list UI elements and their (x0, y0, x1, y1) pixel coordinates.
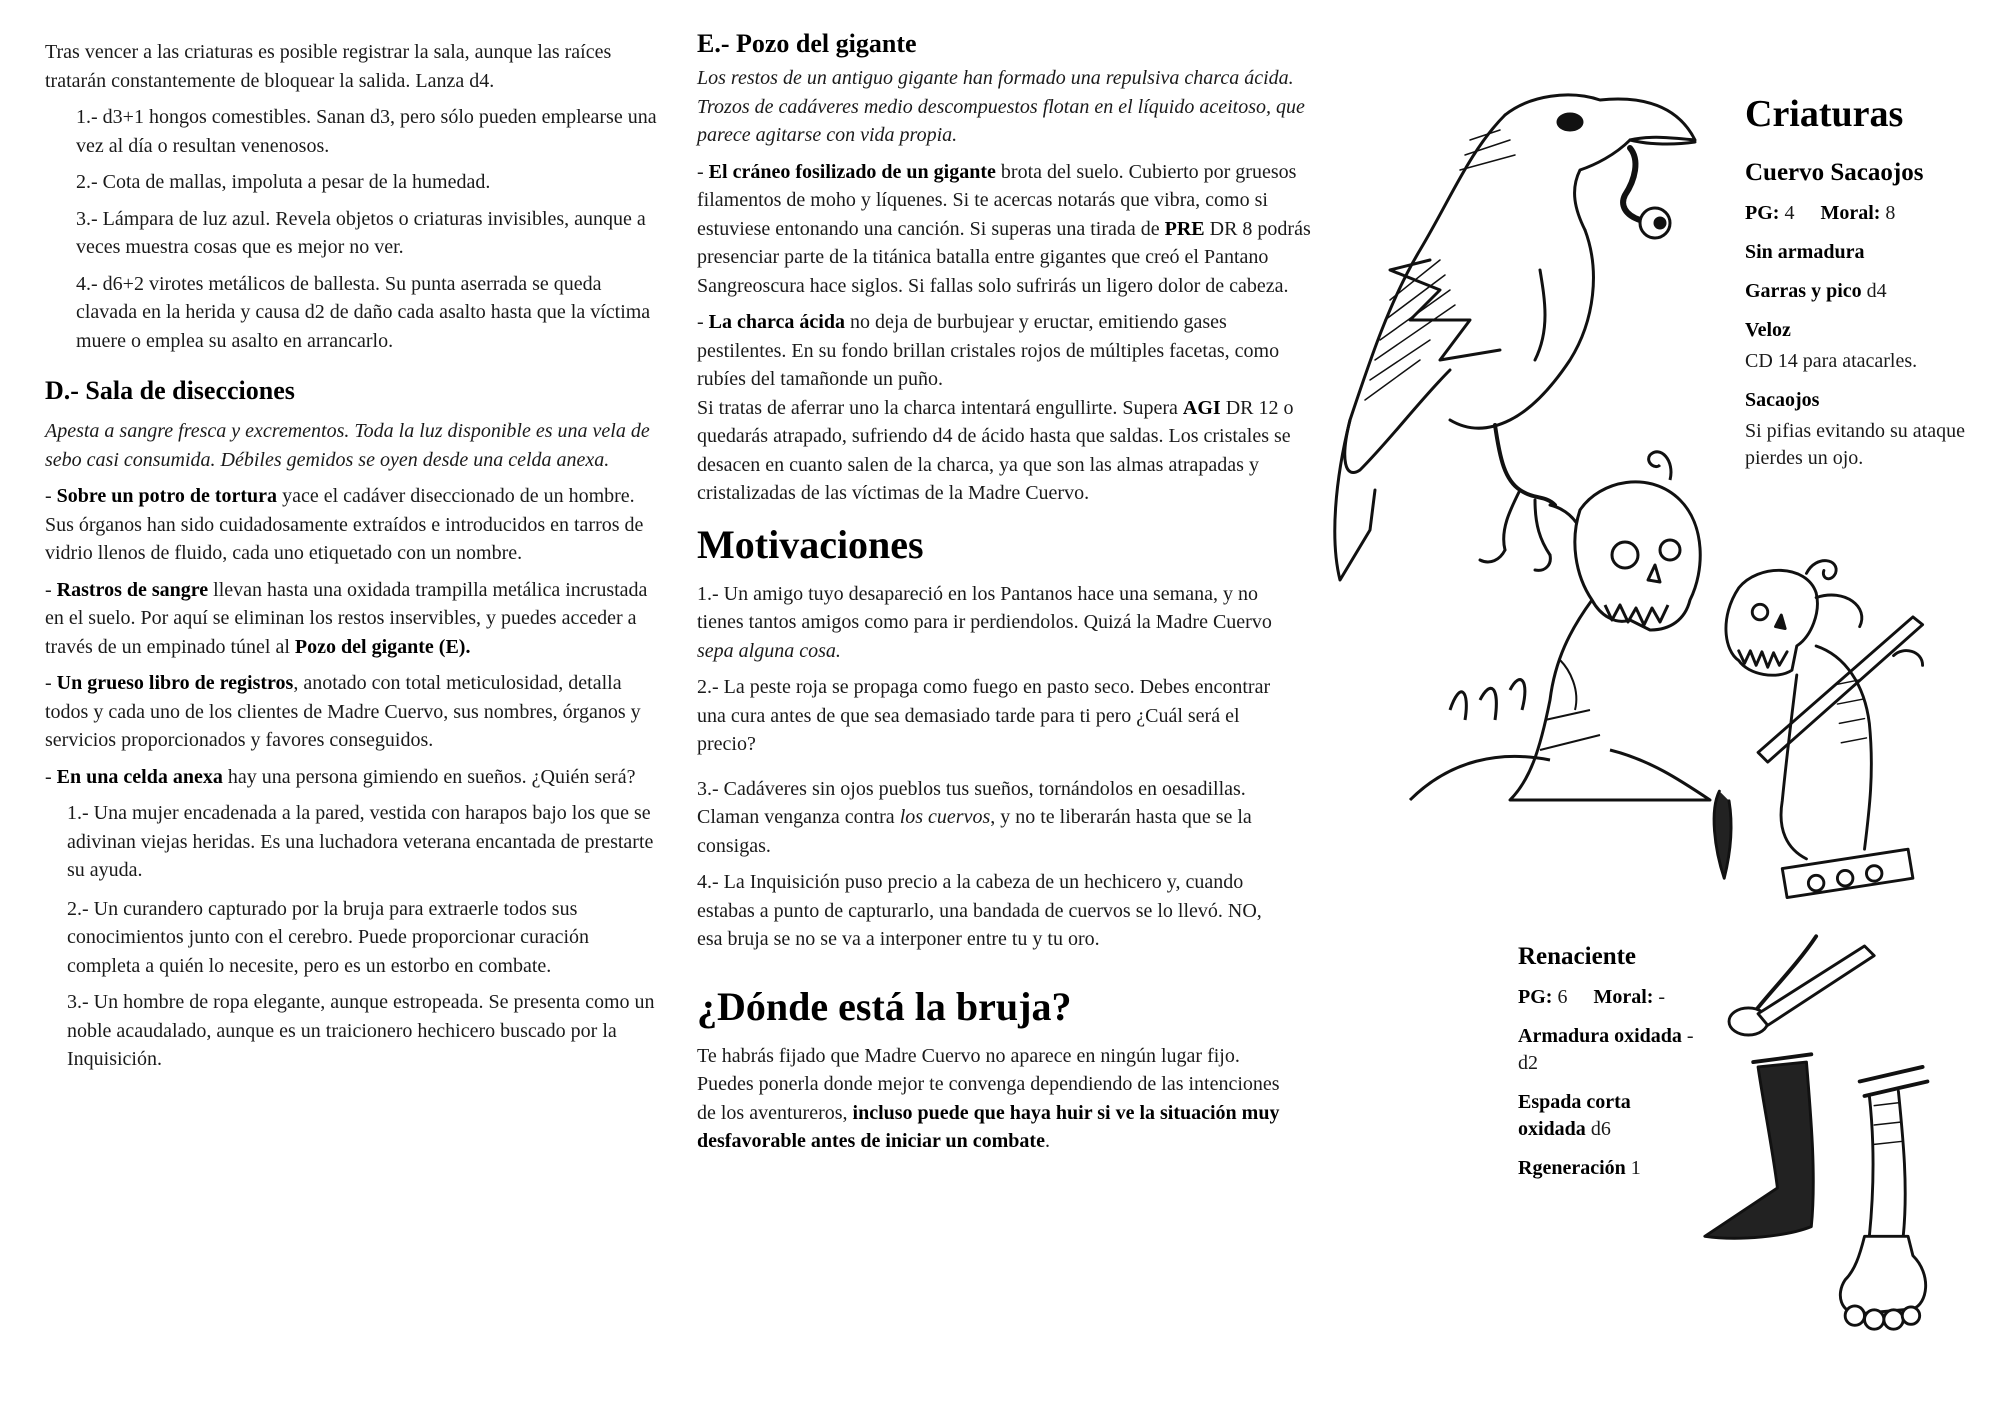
revenant-regen (1518, 1155, 1698, 1182)
feature-text: Si tratas de aferrar uno la charca intentará engullirte. Supera (697, 396, 1183, 419)
motivation-item (697, 580, 1277, 666)
hp-value: 4 (1784, 202, 1795, 224)
hp-label: PG: (1518, 986, 1553, 1008)
revenant-hp-morale (1518, 984, 1698, 1011)
raven-trait-name (1745, 317, 1990, 344)
armor-label: Sin armadura (1745, 241, 1865, 263)
regen-label: Rgeneración (1518, 1157, 1626, 1179)
raven-attack (1745, 278, 1990, 305)
attack-value: d4 (1866, 280, 1887, 302)
prisoner-item: 1.- Una mujer encadenada a la pared, vestida con harapos bajo los que se adivinan viejas heridas. Es una luchadora veterana encantada de prestarte su ayuda. (67, 802, 654, 881)
dash: - (45, 672, 57, 694)
creatures-heading: Criaturas (1745, 93, 1904, 135)
motivation-text: 1.- Un amigo tuyo desapareció en los Pantanos hace una semana, y no tienes tantos amigos como para ir perdiendolos. Quizá la Madre Cuervo (697, 582, 1272, 633)
motivations-list (697, 580, 1277, 954)
stat-agi: AGI (1182, 396, 1221, 419)
feature-text: brota del suelo. Cubierto por gruesos filamentos de moho y líquenes. Si te acercas notarás que vibra, como si estuviese entonando una canción. Si superas una tirada de (697, 160, 1297, 240)
witch-text: Te habrás fijado que Madre Cuervo no aparece en ningún lugar fijo. Puedes ponerla donde mejor te convenga dependiendo de las intenciones de los aventureros, (697, 1044, 1280, 1124)
feature-title: Un grueso libro de registros (56, 672, 294, 694)
dash: - (697, 160, 709, 183)
feature-text: llevan hasta una oxidada trampilla metálica incrustada en el suelo. Por aquí se eliminan los restos inservibles, y puedes acceder a través de un empinado túnel al (45, 578, 648, 658)
feature-title: Rastros de sangre (56, 578, 209, 601)
section-heading-room-e: E.- Pozo del gigante (697, 29, 917, 58)
middle-column (697, 28, 1317, 1164)
feature-title: El cráneo fosilizado de un gigante (708, 160, 996, 183)
left-column (45, 38, 665, 1082)
feature-text: DR 8 podrás presenciar parte de la titánica batalla entre gigantes que creó el Pantano Sangreoscura hace siglos. Si fallas solo sufrirás un ligero dolor de cabeza. (697, 217, 1311, 297)
attack-label: Espada corta oxidada (1518, 1091, 1631, 1140)
motivation-item: 2.- La peste roja se propaga como fuego en pasto seco. Debes encontrar una cura antes de que sea demasiado tarde para ti pero ¿Cuál será el precio? (697, 676, 1271, 755)
revenant-armor (1518, 1023, 1698, 1077)
motivation-item: 4.- La Inquisición puso precio a la cabeza de un hechicero y, cuando estabas a punto de capturarlo, una bandada de cuervos se lo llevó. NO, esa bruja se no se va a interponer entre tu y tu oro. (697, 871, 1262, 950)
motivations-heading: Motivaciones (697, 521, 924, 567)
feature-text: no deja de burbujear y eructar, emitiendo gases pestilentes. En su fondo brillan cristales rojos de múltiples facetas, como rubíes del tamañonde un puño. (697, 311, 1280, 390)
feature-text: DR 12 o quedarás atrapado, sufriendo d4 de ácido hasta que saldas. Los cristales se desacen en cuanto salen de la charca, ya que son las almas atrapadas y cristalizadas de las víctimas de la Madre Cuervo. (697, 396, 1294, 504)
giant-skull-icon (1410, 452, 1710, 800)
revenant-stat-block (1518, 942, 1698, 1194)
revenant-attack (1518, 1089, 1698, 1143)
creatures-stat-block (1745, 92, 1990, 484)
armor-value: -d2 (1518, 1025, 1694, 1074)
hp-value: 6 (1557, 986, 1568, 1008)
hp-label: PG: (1745, 202, 1780, 224)
room-d-feature (45, 669, 665, 755)
room-e-feature-pool (697, 308, 1317, 508)
skeleton-icon (1705, 561, 1928, 1330)
creature-name-raven: Cuervo Sacaojos (1745, 159, 1924, 186)
motivation-item (697, 775, 1277, 861)
morale-label: Moral: (1820, 202, 1881, 224)
morale-label: Moral: (1593, 986, 1654, 1008)
intro-paragraph: Tras vencer a las criaturas es posible registrar la sala, aunque las raíces tratarán constantemente de bloquear la salida. Lanza d4. (45, 41, 612, 92)
regen-value: 1 (1630, 1157, 1641, 1179)
feature-title: Sobre un potro de tortura (56, 485, 278, 507)
loot-item: 4.- d6+2 virotes metálicos de ballesta. Su punta aserrada se queda clavada en la herida y causa d2 de daño cada asalto hasta que la víctima muere o emplea su asalto en arrancarlo. (76, 272, 651, 352)
feature-text: yace el cadáver diseccionado de un hombre. Sus órganos han sido cuidadosamente extraídos e introducidos en tarros de vidrio llenos de fluido, cada uno etiquetado con un nombre. (45, 485, 644, 564)
raven-trait-name (1745, 387, 1990, 414)
stat-pre: PRE (1164, 217, 1205, 240)
prisoner-item: 3.- Un hombre de ropa elegante, aunque estropeada. Se presenta como un noble acaudalado, aunque es un traicionero hechicero buscado por la Inquisición. (67, 991, 655, 1070)
raven-trait-text: Si pifias evitando su ataque pierdes un ojo. (1745, 420, 1965, 469)
room-e-feature-skull (697, 158, 1317, 301)
raven-armor (1745, 239, 1990, 266)
dash: - (45, 578, 57, 601)
raven-trait-text: CD 14 para atacarles. (1745, 350, 1918, 372)
motivation-italic: sepa alguna cosa. (697, 639, 841, 662)
loot-item: 3.- Lámpara de luz azul. Revela objetos o criaturas invisibles, aunque a veces muestra cosas que es mejor no ver. (76, 207, 646, 258)
feature-text: hay una persona gimiendo en sueños. ¿Quién será? (222, 765, 636, 788)
dash: - (45, 765, 57, 788)
motivation-italic: los cuervos (899, 806, 991, 828)
morale-value: 8 (1885, 202, 1896, 224)
armored-skeleton-illustration (1700, 545, 2000, 1405)
trait-name: Veloz (1745, 319, 1791, 341)
trait-name: Sacaojos (1745, 389, 1820, 411)
room-e-flavor: Los restos de un antiguo gigante han formado una repulsiva charca ácida. Trozos de cadáveres medio descompuestos flotan en el líquido aceitoso, que parece agitarse con vida propia. (697, 67, 1305, 146)
dash: - (45, 485, 57, 507)
room-d-feature (45, 482, 665, 568)
armor-label: Armadura oxidada (1518, 1025, 1682, 1047)
attack-value: d6 (1590, 1118, 1611, 1140)
raven-hp-morale (1745, 200, 1990, 227)
witch-heading: ¿Dónde está la bruja? (697, 983, 1072, 1029)
room-e-reference: Pozo del gigante (E). (294, 635, 471, 658)
loot-item: 2.- Cota de mallas, impoluta a pesar de la humedad. (76, 171, 491, 193)
room-d-flavor: Apesta a sangre fresca y excrementos. Toda la luz disponible es una vela de sebo casi consumida. Débiles gemidos se oyen desde una celda anexa. (45, 420, 650, 471)
motivation-text: , y no te liberarán hasta que se la consigas. (697, 806, 1252, 857)
witch-end: . (1044, 1130, 1050, 1152)
raven-with-eyeball-illustration (1330, 60, 1730, 820)
prisoner-item: 2.- Un curandero capturado por la bruja para extraerle todos sus conocimientos junto con el cerebro. Puede proporcionar curación completa a quién lo necesite, pero es un estorbo en combate. (67, 897, 590, 977)
loot-item: 1.- d3+1 hongos comestibles. Sanan d3, pero sólo pueden emplearse una vez al día o resultan venenosos. (76, 106, 657, 157)
room-d-feature (45, 763, 665, 792)
motivation-text: 3.- Cadáveres sin ojos pueblos tus sueños, tornándolos en oesadillas. Claman venganza contra (697, 777, 1246, 828)
creature-name-revenant: Renaciente (1518, 943, 1637, 970)
room-d-feature (45, 576, 665, 662)
witch-paragraph (697, 1042, 1287, 1156)
witch-bold: incluso puede que haya huir si ve la situación muy desfavorable antes de iniciar un combate (697, 1101, 1280, 1152)
morale-value: - (1658, 986, 1666, 1008)
feature-title: En una celda anexa (56, 765, 223, 788)
attack-label: Garras y pico (1745, 280, 1862, 302)
section-heading-room-d: D.- Sala de disecciones (45, 376, 295, 405)
feature-text: , anotado con total meticulosidad, detalla todos y cada uno de los clientes de Madre Cuervo, sus nombres, órganos y servicios proporcionados y favores conseguidos. (45, 672, 641, 751)
feature-title: La charca ácida (708, 311, 845, 333)
dash: - (697, 311, 709, 333)
